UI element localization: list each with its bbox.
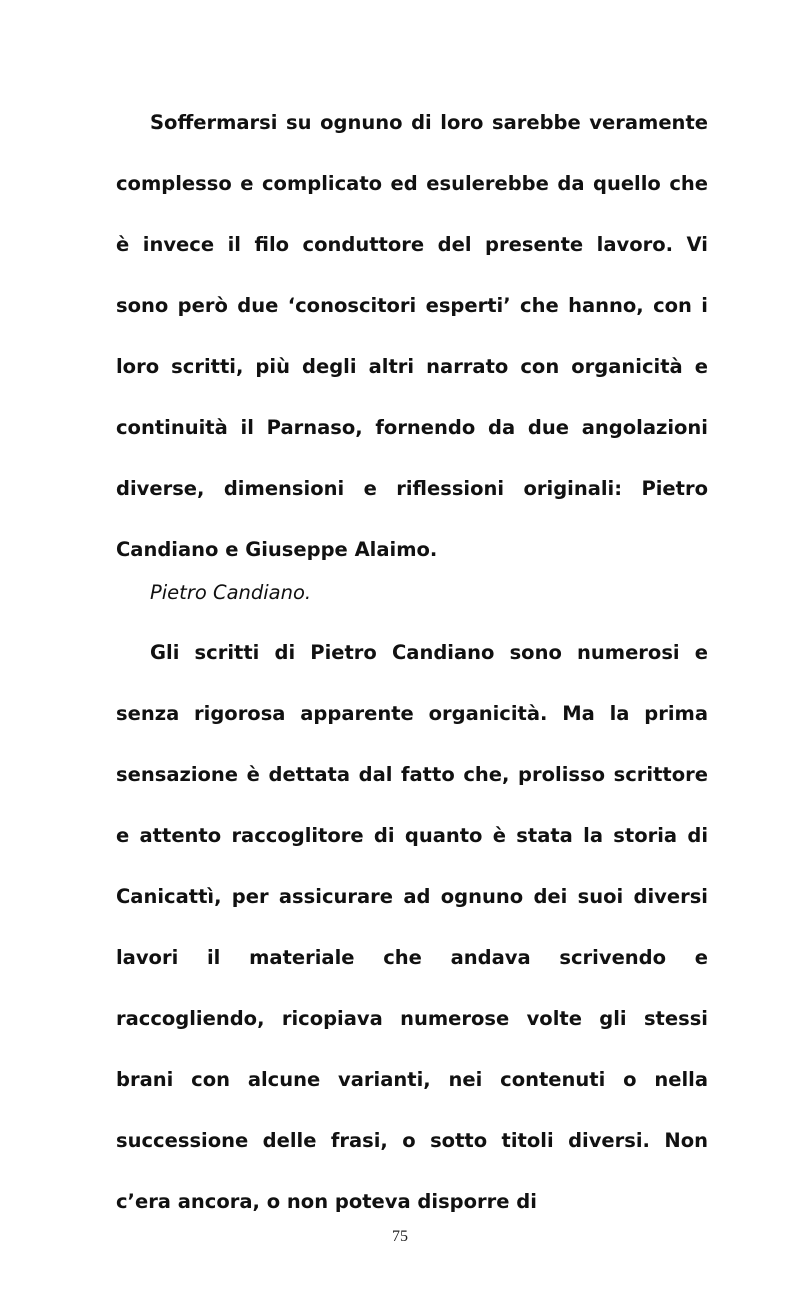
page-number: 75 [392, 1228, 408, 1245]
body-paragraph-2 [116, 622, 708, 1232]
paragraph-1-text: Soffermarsi su ognuno di loro sarebbe veramente complesso e complicato ed esulerebbe da quello che è invece il filo conduttore del presente lavoro. Vi sono però due ‘conoscitori esperti’ che hanno, con i loro scritti, più degli altri narrato con organicità e continuità il Parnaso, fornendo da due angolazioni diverse, dimensioni e riflessioni originali: Pietro Candiano e Giuseppe Alaimo. [116, 111, 708, 561]
paragraph-2-text: Gli scritti di Pietro Candiano sono numerosi e senza rigorosa apparente organicità. Ma la prima sensazione è dettata dal fatto che, prolisso scrittore e attento raccoglitore di quanto è stata la storia di Canicattì, per assicurare ad ognuno dei suoi diversi lavori il materiale che andava scrivendo e raccogliendo, ricopiava numerose volte gli stessi brani con alcune varianti, nei contenuti o nella successione delle frasi, o sotto titoli diversi. Non c’era ancora, o non poteva disporre di [116, 641, 708, 1213]
body-paragraph-1 [116, 92, 708, 580]
section-heading: Pietro Candiano. [150, 581, 312, 604]
